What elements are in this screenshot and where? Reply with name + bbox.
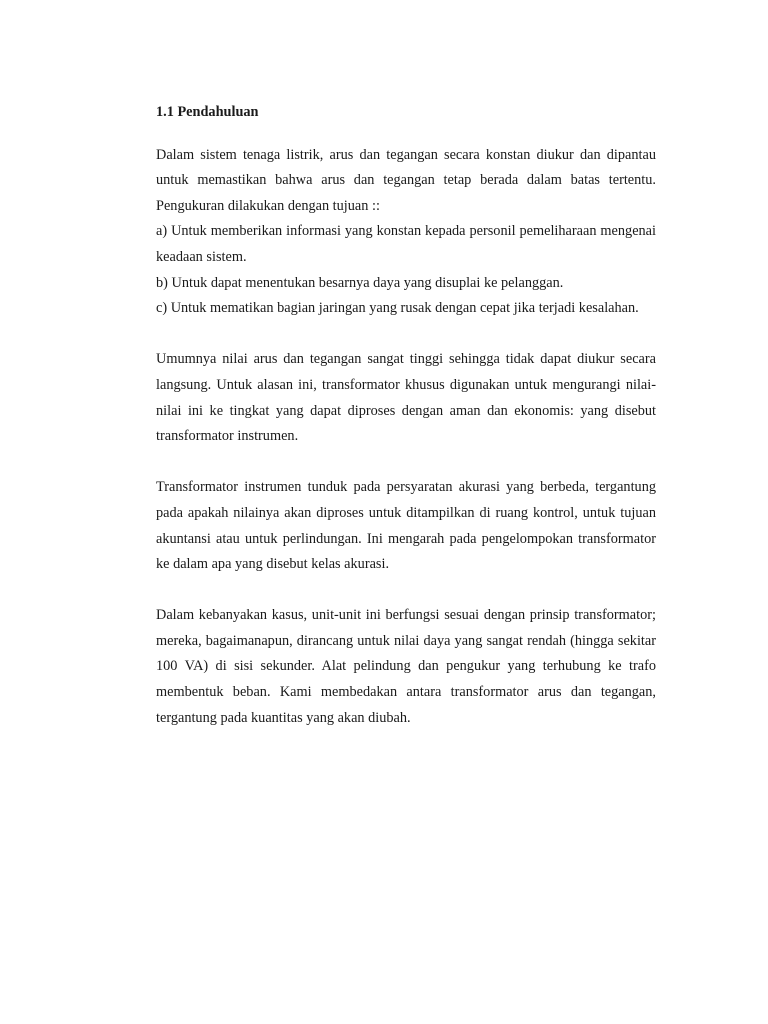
list-marker: c): [156, 300, 168, 317]
body-paragraph: Umumnya nilai arus dan tegangan sangat tinggi sehingga tidak dapat diukur secara langsung. Untuk alasan ini, transformator khusus digunakan untuk mengurangi nilai-nilai ini ke tingkat yang dapat diproses dengan aman dan ekonomis: yang disebut transformator instrumen.: [156, 351, 656, 445]
list-item-text: Untuk dapat menentukan besarnya daya yang disuplai ke pelanggan.: [171, 274, 564, 291]
list-item: [156, 271, 656, 297]
intro-paragraph: Dalam sistem tenaga listrik, arus dan tegangan secara konstan diukur dan dipantau untuk memastikan bahwa arus dan tegangan tetap berada dalam batas tertentu. Pengukuran dilakukan dengan tujuan ::: [156, 146, 656, 214]
list-marker: b): [156, 274, 168, 291]
list-marker: a): [156, 223, 168, 240]
paragraph-spacer: [156, 450, 656, 476]
body-paragraph: Dalam kebanyakan kasus, unit-unit ini berfungsi sesuai dengan prinsip transformator; mereka, bagaimanapun, dirancang untuk nilai daya yang sangat rendah (hingga sekitar 100 VA) di sisi sekunder. Alat pelindung dan pengukur yang terhubung ke trafo membentuk beban. Kami membedakan antara transformator arus dan tegangan, tergantung pada kuantitas yang akan diubah.: [156, 607, 656, 726]
list-item-text: Untuk mematikan bagian jaringan yang rusak dengan cepat jika terjadi kesalahan.: [170, 300, 639, 317]
paragraph-spacer: [156, 578, 656, 604]
body-paragraph: Transformator instrumen tunduk pada persyaratan akurasi yang berbeda, tergantung pada apakah nilainya akan diproses untuk ditampilkan di ruang kontrol, untuk tujuan akuntansi atau untuk perlindungan. Ini mengarah pada pengelompokan transformator ke dalam apa yang disebut kelas akurasi.: [156, 479, 656, 573]
list-item: [156, 296, 656, 322]
paragraph-spacer: [156, 322, 656, 348]
purpose-list: [156, 219, 656, 321]
section-heading: 1.1 Pendahuluan: [156, 104, 259, 120]
list-item-text: Untuk memberikan informasi yang konstan kepada personil pemeliharaan mengenai keadaan sistem.: [156, 223, 657, 265]
document-page: [156, 100, 656, 731]
list-item: [156, 219, 656, 270]
